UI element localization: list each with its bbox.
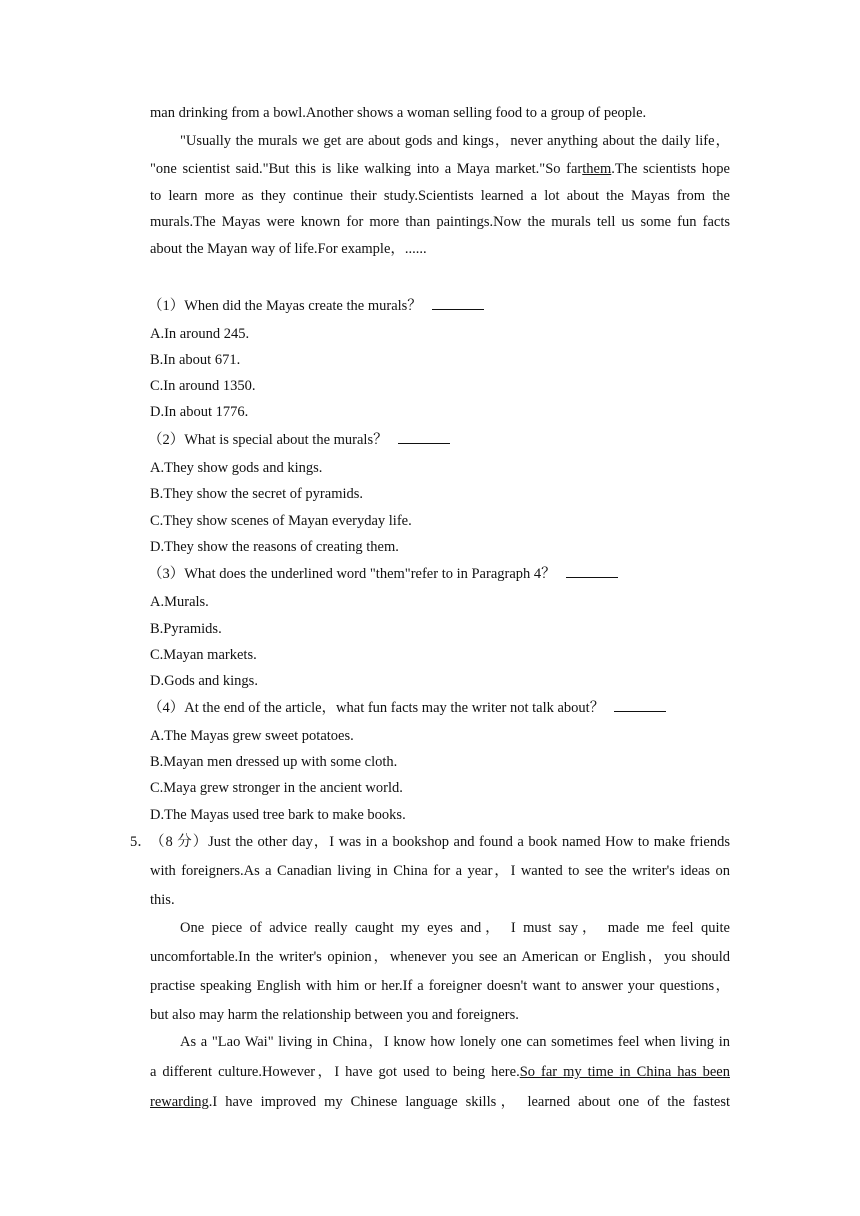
answer-blank: [614, 699, 666, 712]
passage-line: [150, 1063, 730, 1081]
passage-line: "Usually the murals we get are about gods and kings，never anything about the daily life，: [180, 133, 730, 149]
passage-line: uncomfortable.In the writer's opinion，whenever you see an American or English，you should: [150, 949, 730, 965]
option-c: C.Mayan markets.: [150, 647, 257, 663]
option-d: D.Gods and kings.: [150, 673, 258, 689]
option-a: A.Murals.: [150, 594, 209, 610]
passage-line: to learn more as they continue their study.Scientists learned a lot about the Mayas from the: [150, 188, 730, 204]
passage-line: man drinking from a bowl.Another shows a woman selling food to a group of people.: [150, 105, 647, 121]
passage-line: with foreigners.As a Canadian living in China for a year，I wanted to see the writer's ideas on: [150, 863, 730, 879]
option-d: D.The Mayas used tree bark to make books.: [150, 807, 406, 823]
option-c: C.They show scenes of Mayan everyday life.: [150, 513, 412, 529]
underlined-sentence: rewarding: [150, 1094, 209, 1110]
question-stem: （4）At the end of the article，what fun facts may the writer not talk about？: [148, 699, 728, 717]
option-a: A.They show gods and kings.: [150, 460, 323, 476]
underlined-word: them: [582, 161, 612, 177]
passage-text: .I have improved my Chinese language skills， learned about one of the fastest: [208, 1094, 730, 1110]
question-stem: （3）What does the underlined word "them"refer to in Paragraph 4？: [148, 565, 728, 583]
option-a: A.The Mayas grew sweet potatoes.: [150, 728, 354, 744]
option-a: A.In around 245.: [150, 326, 250, 342]
question-number: 5．: [130, 834, 152, 850]
passage-line: One piece of advice really caught my eyes and， I must say， made me feel quite: [180, 920, 730, 936]
underlined-sentence: So far my time in China has been: [519, 1064, 730, 1080]
passage-text: .The scientists hope: [611, 161, 730, 177]
option-c: C.In around 1350.: [150, 378, 256, 394]
passage-text: a different culture.However，I have got used to being here.: [150, 1064, 520, 1080]
passage-line: practise speaking English with him or her.If a foreigner doesn't want to answer your questions，: [150, 978, 730, 994]
answer-blank: [432, 297, 484, 310]
passage-line: about the Mayan way of life.For example，......: [150, 241, 427, 257]
passage-line: As a "Lao Wai" living in China，I know how lonely one can sometimes feel when living in: [180, 1034, 730, 1050]
answer-blank: [398, 431, 450, 444]
option-b: B.They show the secret of pyramids.: [150, 486, 364, 502]
passage-line: this.: [150, 892, 175, 908]
option-b: B.Pyramids.: [150, 621, 222, 637]
passage-line: [150, 1093, 730, 1111]
option-d: D.In about 1776.: [150, 404, 249, 420]
option-b: B.In about 671.: [150, 352, 241, 368]
passage-line: [150, 160, 730, 178]
answer-blank: [566, 565, 618, 578]
passage-line: （8 分）Just the other day，I was in a bookshop and found a book named How to make friends: [150, 834, 730, 850]
option-c: C.Maya grew stronger in the ancient world.: [150, 780, 403, 796]
passage-line: murals.The Mayas were known for more than paintings.Now the murals tell us some fun facts: [150, 214, 730, 230]
passage-text: "one scientist said."But this is like walking into a Maya market."So far: [150, 161, 583, 177]
question-stem: （2）What is special about the murals？: [148, 431, 728, 449]
question-stem: （1）When did the Mayas create the murals？: [148, 297, 728, 315]
passage-line: but also may harm the relationship between you and foreigners.: [150, 1007, 519, 1023]
option-d: D.They show the reasons of creating them.: [150, 539, 399, 555]
option-b: B.Mayan men dressed up with some cloth.: [150, 754, 398, 770]
